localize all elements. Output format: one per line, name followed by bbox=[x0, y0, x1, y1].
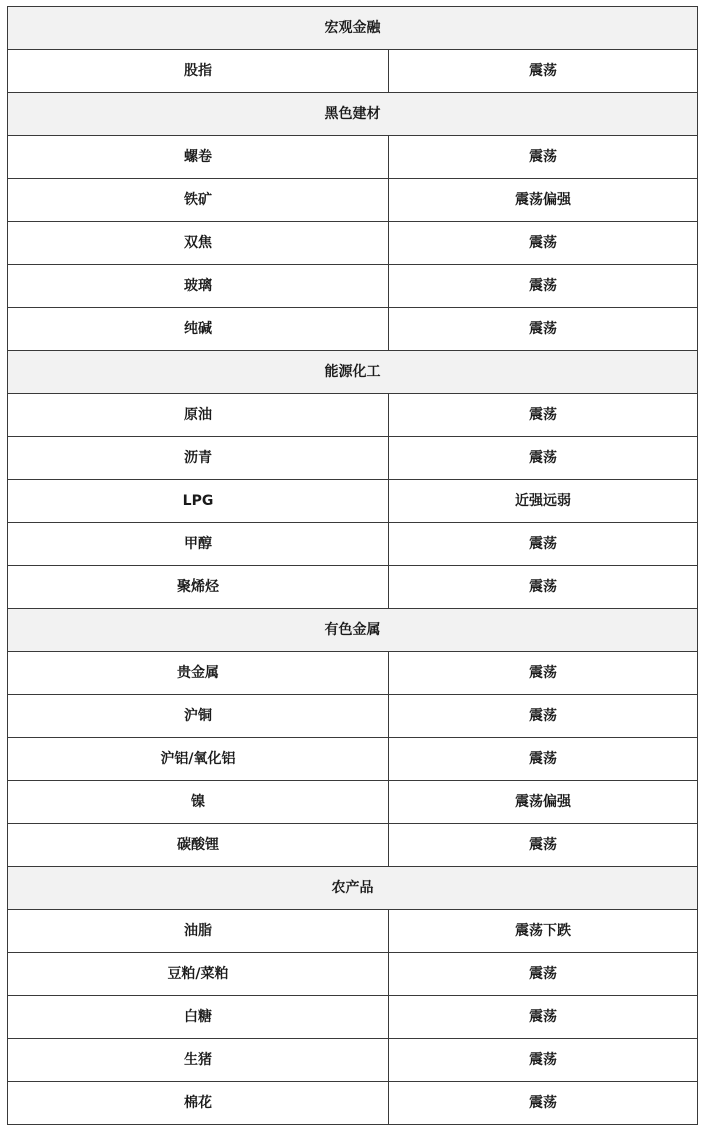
commodity-name: 双焦 bbox=[8, 222, 389, 265]
commodity-name: 铁矿 bbox=[8, 179, 389, 222]
commodity-view: 震荡 bbox=[389, 652, 698, 695]
table-row bbox=[8, 394, 698, 437]
commodity-view: 震荡 bbox=[389, 222, 698, 265]
commodity-view: 震荡 bbox=[389, 136, 698, 179]
table-row bbox=[8, 652, 698, 695]
commodity-name: 碳酸锂 bbox=[8, 824, 389, 867]
table-row bbox=[8, 1039, 698, 1082]
table-row bbox=[8, 136, 698, 179]
section-header-row bbox=[8, 351, 698, 394]
commodity-view: 震荡 bbox=[389, 695, 698, 738]
table-row bbox=[8, 566, 698, 609]
commodity-name: 豆粕/菜粕 bbox=[8, 953, 389, 996]
commodity-view: 震荡 bbox=[389, 1082, 698, 1125]
table-row bbox=[8, 738, 698, 781]
table-row bbox=[8, 50, 698, 93]
commodity-view: 近强远弱 bbox=[389, 480, 698, 523]
table-row bbox=[8, 695, 698, 738]
commodity-name: 油脂 bbox=[8, 910, 389, 953]
commodity-name: 沥青 bbox=[8, 437, 389, 480]
table-row bbox=[8, 523, 698, 566]
table-row bbox=[8, 781, 698, 824]
commodity-view: 震荡 bbox=[389, 394, 698, 437]
table-row bbox=[8, 824, 698, 867]
commodity-view: 震荡 bbox=[389, 1039, 698, 1082]
commodity-view: 震荡偏强 bbox=[389, 179, 698, 222]
commodity-name: 聚烯烃 bbox=[8, 566, 389, 609]
section-title: 能源化工 bbox=[8, 351, 698, 394]
commodity-view: 震荡 bbox=[389, 265, 698, 308]
commodity-name: 沪铝/氧化铝 bbox=[8, 738, 389, 781]
table-row bbox=[8, 996, 698, 1039]
table-row bbox=[8, 437, 698, 480]
table-row bbox=[8, 265, 698, 308]
commodity-name: 玻璃 bbox=[8, 265, 389, 308]
commodity-name: 棉花 bbox=[8, 1082, 389, 1125]
commodity-name: 贵金属 bbox=[8, 652, 389, 695]
table-row bbox=[8, 910, 698, 953]
commodity-view: 震荡 bbox=[389, 523, 698, 566]
section-title: 黑色建材 bbox=[8, 93, 698, 136]
commodity-name: 螺卷 bbox=[8, 136, 389, 179]
commodity-view: 震荡 bbox=[389, 953, 698, 996]
commodity-name: 镍 bbox=[8, 781, 389, 824]
section-header-row bbox=[8, 867, 698, 910]
section-title: 有色金属 bbox=[8, 609, 698, 652]
table-row bbox=[8, 953, 698, 996]
commodity-name: LPG bbox=[8, 480, 389, 523]
commodity-view: 震荡 bbox=[389, 50, 698, 93]
section-header-row bbox=[8, 7, 698, 50]
section-title: 宏观金融 bbox=[8, 7, 698, 50]
commodity-view: 震荡 bbox=[389, 996, 698, 1039]
section-header-row bbox=[8, 93, 698, 136]
commodity-name: 白糖 bbox=[8, 996, 389, 1039]
commodity-view: 震荡 bbox=[389, 308, 698, 351]
section-header-row bbox=[8, 609, 698, 652]
commodity-view: 震荡 bbox=[389, 437, 698, 480]
table-row bbox=[8, 1082, 698, 1125]
commodity-name: 原油 bbox=[8, 394, 389, 437]
table-row bbox=[8, 179, 698, 222]
section-title: 农产品 bbox=[8, 867, 698, 910]
table-row bbox=[8, 308, 698, 351]
outlook-table-container bbox=[7, 6, 697, 1125]
table-row bbox=[8, 222, 698, 265]
commodity-view: 震荡 bbox=[389, 738, 698, 781]
commodity-name: 生猪 bbox=[8, 1039, 389, 1082]
table-row bbox=[8, 480, 698, 523]
commodity-view: 震荡偏强 bbox=[389, 781, 698, 824]
commodity-view: 震荡下跌 bbox=[389, 910, 698, 953]
commodity-view: 震荡 bbox=[389, 566, 698, 609]
commodity-view: 震荡 bbox=[389, 824, 698, 867]
commodity-outlook-table bbox=[7, 6, 698, 1125]
commodity-name: 纯碱 bbox=[8, 308, 389, 351]
commodity-name: 沪铜 bbox=[8, 695, 389, 738]
commodity-name: 股指 bbox=[8, 50, 389, 93]
commodity-name: 甲醇 bbox=[8, 523, 389, 566]
